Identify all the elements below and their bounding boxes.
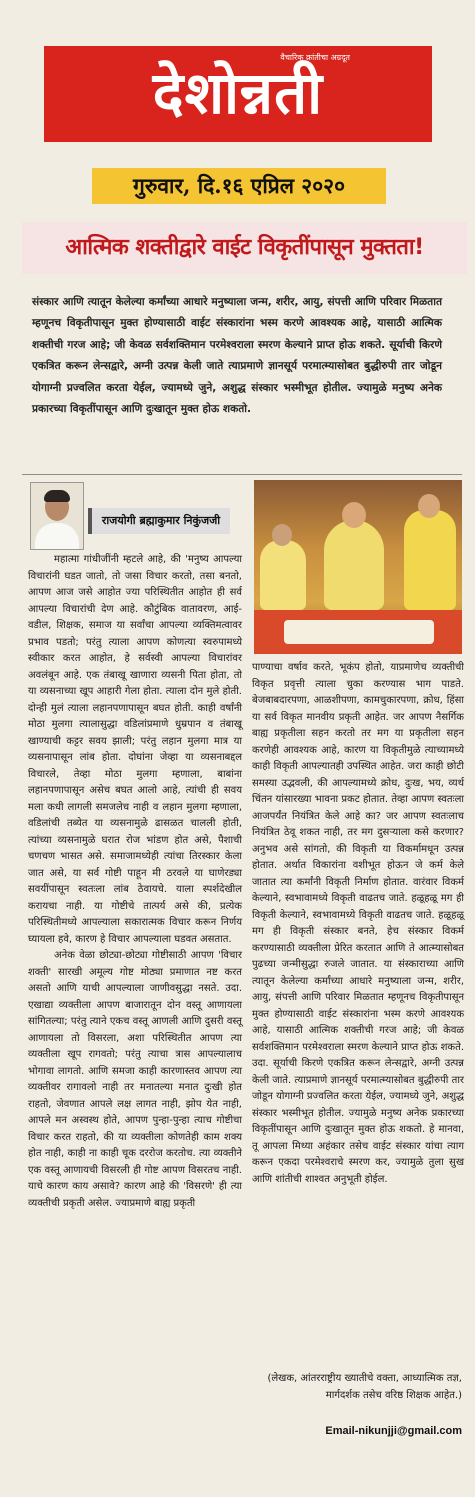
author-photo [30, 482, 84, 550]
masthead [44, 46, 432, 142]
article-headline: आत्मिक शक्तीद्वारे वाईट विकृतींपासून मुक्तता! [65, 235, 424, 260]
column-paragraph: अनेक वेळा छोट्या-छोट्या गोष्टीसाठी आपण 'विचार शक्ती' सारखी अमूल्य गोष्ट मोठ्या प्रमाणात नष्ट करत असतो आणि याची आपल्याला जाणीवसुद्धा नसते. उदा. एखाद्या व्यक्तीला आपण बाजारातून दोन वस्तू आणायला सांगितल्या; परंतु त्याने एकच वस्तू आणली आणि दुसरी वस्तू आणायला तो विसरला, अशा परिस्थितीत आपण त्या व्यक्तीला खूप रागवतो; परंतु त्याचा त्रास आपल्यालाच भोगावा लागतो. आणि समजा काही कारणास्तव आपण त्या व्यक्तीवर रागावलो नाही तर मनातल्या मनात दुःखी होत राहतो, जेवणात आपले लक्ष लागत नाही, झोप येत नाही, आपले मन अस्वस्थ होते, आपण पुन्हा-पुन्हा त्याच गोष्टीचा विचार करत राहतो, की या व्यक्तीला कोणतेही काम शक्य होत नाही, काही ना काही चूक दररोज करतोच. त्या व्यक्तीने एक वस्तू आणायची विसरली ही गोष्ट आपण विसरतच नाही. याचे कारण काय असावे? कारण आहे की 'विसरणे' ही त्या व्यक्तीची प्रकृती असेल. ज्याप्रमाणे बाह्य प्रकृती [28, 950, 242, 1209]
article-column-left [28, 552, 242, 1212]
article-intro: संस्कार आणि त्यातून केलेल्या कर्मांच्या आधारे मनुष्याला जन्म, शरीर, आयु, संपत्ती आणि परिवार मिळतात म्हणूनच विकृतीपासून मुक्त होण्यासाठी वाईट संस्कारांना भस्म करणे आवश्यक आहे, यासाठी आत्मिक शक्तीची गरज आहे; जी केवळ सर्वशक्तिमान परमेश्वराला स्मरण केल्याने प्राप्त होऊ शकते. सूर्याची किरणे एकत्रित करून लेन्सद्वारे, अग्नी उत्पन्न केली जाते त्याप्रमाणे ज्ञानसूर्य परमात्म्यासोबत बुद्धीरुपी तार जोडून योगाग्नी प्रज्वलित करता येईल, ज्यामध्ये जुने, अशुद्ध संस्कार भस्मीभूत होतील. ज्यामुळे मनुष्य अनेक प्रकारच्या विकृतींपासून आणि दुःखातून मुक्त होऊ शकतो. [32, 296, 442, 416]
author-photo-body [35, 523, 79, 550]
dateline: गुरुवार, दि.१६ एप्रिल २०२० [92, 168, 386, 204]
photo-head-left [272, 524, 292, 546]
photo-figure-right [404, 510, 456, 610]
author-byline: राजयोगी ब्रह्माकुमार निकुंजजी [88, 508, 230, 534]
photo-figure-left [260, 540, 306, 610]
article-column-right [252, 660, 464, 1188]
author-photo-hair [44, 490, 70, 502]
meditation-photo [254, 480, 462, 654]
newspaper-logo: देशोन्नती [152, 59, 324, 127]
photo-figure-center [324, 520, 384, 610]
column-paragraph: महात्मा गांधीजींनी म्हटले आहे, की 'मनुष्य आपल्या विचारांनी घडत जातो, तो जसा विचार करतो, तसा बनतो, आपण आज जसे आहोत ज्या परिस्थितीत आहोत ही सर्व आपल्या विचारांची देण आहे. कौटुंबिक वातावरण, आई-वडील, शिक्षक, समाज या सर्वांचा आपल्या व्यक्तिमत्वावर प्रभाव पडतो; परंतु त्याला आपण कोणत्या स्वरुपामध्ये स्वीकार करत आहोत, हे सर्वस्वी आपल्या विचारांवर अवलंबून आहे. एक तंबाखू खाणारा व्यसनी पिता होता, तो या व्यसनाच्या खूप आहारी गेला होता. त्याला दोन मुले होती. दोन्ही मुलं त्याला लहानपणापासून बघत होती. काही वर्षांनी मोठा मुलगा त्यालासुद्धा वडिलांप्रमाणे धुम्रपान व तंबाखू खाण्याची कट्टर सवय झाली; परंतु लहान मुलगा मात्र या व्यसनापासून लांब होता. दोघांना जेव्हा या व्यसनाबद्दल विचारले, तेव्हा मोठा मुलगा म्हणाला, बाबांना लहानपणापासून असेच बघत आलो आहे, त्यांची ही सवय मला कधी लागली समजलेच नाही व लहान मुलगा म्हणाला, वडिलांची तब्येत या व्यसनामुळे ढासळत चालली होती, त्यांच्या व्यसनामुळे घरात रोज भांडण होत असे, पैशाची चणचण भासत असे. समाजामध्येही त्यांचा तिरस्कार केला जात असे, या सर्व गोष्टी पाहून मी ठरवले या घाणेरड्या सवयींपासून स्वतःला लांब ठेवायचे. याला स्पर्शदेखील करायचा नाही. या गोष्टीचे तात्पर्य असे की, प्रत्येक परिस्थितीमध्ये आपल्याला सकारात्मक विचार करून निर्णय घ्यायला हवे, कारण हे विचार आपल्याला घडवत असतात. [28, 554, 242, 945]
photo-head-center [342, 502, 366, 528]
headline-band [22, 222, 467, 274]
divider [22, 474, 462, 475]
masthead-tagline: वैचारिक क्रांतीचा अग्रदूत [280, 53, 350, 62]
column-paragraph: पाण्याचा वर्षाव करते, भूकंप होतो, याप्रमाणेच व्यक्तीची विकृत प्रवृत्ती त्याला चुका करण्यास भाग पाडते. बेजबाबदारपणा, आळशीपणा, कामचुकारपणा, क्रोध, हिंसा या सर्व विकृत मानवीय प्रकृती आहेत. जर आपण नैसर्गिक बाह्य प्रकृतीला सहन करतो तर मग या प्रकृतीला सहन करणेही आवश्यक आहे, कारण या विकृतीमुळे त्याच्यामध्ये काही विकृती आपल्यातही उपस्थित आहेत. जरा काही छोटी समस्या उद्भवली, की आपल्यामध्ये क्रोध, दुःख, भय, व्यर्थ चिंतन यांसारख्या भावना प्रकट होतात. तेव्हा आपण स्वतःला आजपर्यंत नियंत्रित केले आहे का? जर आपण स्वतःलाच नियंत्रित ठेवू शकत नाही, तर मग दुसऱ्याला कसे करणार? अनुभव असे सांगतो, की विकृती या विकर्मामधून उत्पन्न होतात. अर्थात विकारांना वशीभूत होऊन जे कर्म केले जातात त्या कर्मांनी विकृती निर्माण होतात. वारंवार विकर्म केल्याने, स्वभावामध्ये विकृती वाढतच जाते. हळूहळू मग ही विकृती केल्याने, स्वभावामध्ये विकृती वाढतच जाते. हळूहळू मग ही विकृती संस्कार बनते, हेच संस्कार विकर्म करण्यासाठी व्यक्तीला प्रेरित करतात आणि ते आत्म्यासोबत पुढच्या जन्मीसुद्धा रुजले जातात. या संस्काराच्या आणि त्यातून केलेल्या कर्मांच्या आधारे मनुष्याला जन्म, शरीर, आयु, संपत्ती आणि परिवार मिळतात म्हणूनच विकृतीपासून मुक्त होण्यासाठी वाईट संस्कारांना भस्म करणे आवश्यक आहे, यासाठी आत्मिक शक्तीची गरज आहे; जी केवळ सर्वशक्तिमान परमेश्वराला स्मरण केल्याने प्राप्त होऊ शकते. उदा. सूर्याची किरणे एकत्रित करून लेन्सद्वारे, अग्नी उत्पन्न केली जाते. त्याप्रमाणे ज्ञानसूर्य परमात्म्यासोबत बुद्धीरुपी तार जोडून योगाग्नी प्रज्वलित करता येईल, ज्यामध्ये जुने, अशुद्ध संस्कार भस्मीभूत होतील. ज्यामुळे मनुष्य अनेक प्रकारच्या विकृतींपासून आणि दुःखातून मुक्त होऊ शकतो. हे मानवा, तू आपला मिथ्या अहंकार तसेच वाईट संस्कार यांचा त्याग करून एकदा परमेश्वराचे स्मरण कर, ज्यामुळे तुला सुख आणि शांतीची शाश्वत अनुभूती होईल. [252, 662, 464, 1185]
photo-cloth [284, 620, 434, 644]
author-note: (लेखक, आंतरराष्ट्रीय ख्यातीचे वक्ता, आध्यात्मिक तज्ञ, मार्गदर्शक तसेच वरिष्ठ शिक्षक आहेत.) [267, 1373, 462, 1401]
photo-head-right [418, 494, 440, 518]
author-email: Email-nikunjji@gmail.com [325, 1425, 462, 1437]
